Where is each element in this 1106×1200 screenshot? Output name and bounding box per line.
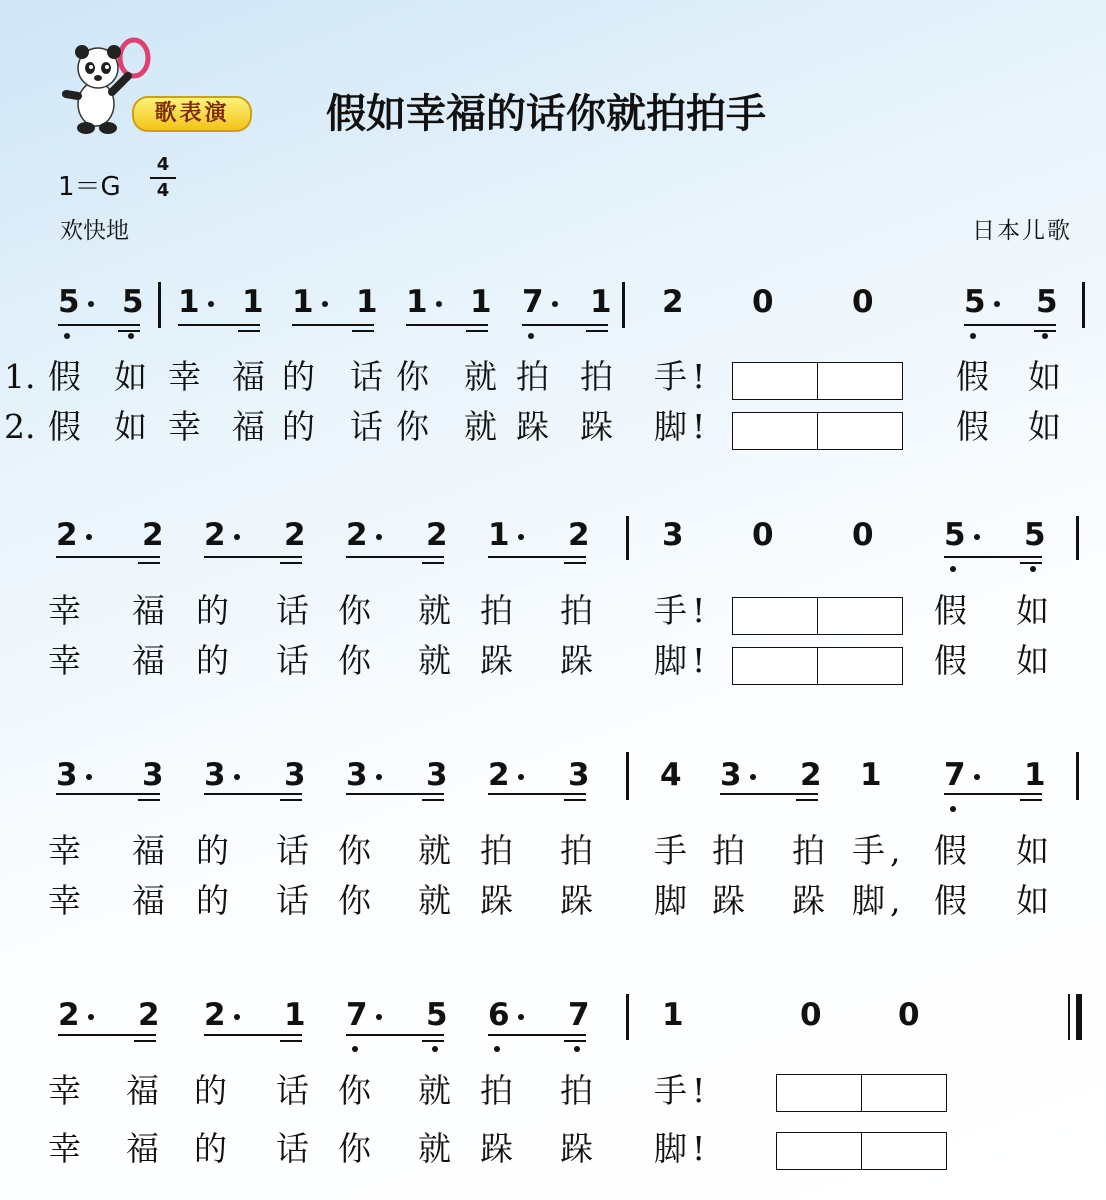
lyric-char: 脚 xyxy=(654,881,687,920)
lyric-char: 就 xyxy=(418,1129,451,1168)
note: 5 xyxy=(426,997,448,1033)
rest-clap-box xyxy=(817,647,903,685)
final-bar-line xyxy=(1068,994,1070,1040)
meter-bottom: 4 xyxy=(156,180,170,201)
lyric-char: 拍 xyxy=(712,831,745,870)
beam-line xyxy=(422,1040,444,1042)
lyric-char: 拍 xyxy=(480,1071,513,1110)
lyric-char: , xyxy=(890,831,901,870)
note: 2 xyxy=(346,517,368,553)
beam-line xyxy=(138,799,160,801)
note: 3 xyxy=(426,757,448,793)
lyric-char: 话 xyxy=(276,1129,309,1168)
low-octave-dot xyxy=(950,566,956,572)
note: 6 xyxy=(488,997,510,1033)
lyric-char: 福 xyxy=(126,1129,159,1168)
note: 1 xyxy=(242,284,264,320)
lyric-char: 你 xyxy=(338,591,371,630)
note: 0 xyxy=(800,997,822,1033)
beam-line xyxy=(58,1034,156,1036)
rest-clap-box xyxy=(776,1074,862,1112)
key-signature: 1＝G xyxy=(58,172,121,202)
lyric-char: 就 xyxy=(418,1071,451,1110)
note: 2 xyxy=(284,517,306,553)
lyric-char: 幸 xyxy=(48,1129,81,1168)
low-octave-dot xyxy=(432,1046,438,1052)
bar-line xyxy=(626,752,629,800)
bar-line xyxy=(622,282,625,328)
note: 2 xyxy=(56,517,78,553)
low-octave-dot xyxy=(970,333,976,339)
beam-line xyxy=(1020,799,1042,801)
low-octave-dot xyxy=(528,333,534,339)
rest-clap-box xyxy=(732,412,818,450)
beam-line xyxy=(522,324,608,326)
augmentation-dot xyxy=(994,301,1000,307)
note: 4 xyxy=(660,757,682,793)
lyric-char: 福 xyxy=(132,881,165,920)
time-signature xyxy=(150,154,176,202)
note: 1 xyxy=(178,284,200,320)
lyric-char: 你 xyxy=(338,1071,371,1110)
lyric-char: 跺 xyxy=(480,1129,513,1168)
note: 3 xyxy=(662,517,684,553)
beam-line xyxy=(488,556,586,558)
augmentation-dot xyxy=(518,534,524,540)
lyric-char: 就 xyxy=(418,831,451,870)
augmentation-dot xyxy=(234,1014,240,1020)
note: 5 xyxy=(964,284,986,320)
lyric-char: 如 xyxy=(1016,641,1049,680)
beam-line xyxy=(796,799,818,801)
rest-clap-box xyxy=(732,647,818,685)
augmentation-dot xyxy=(234,534,240,540)
lyric-char: 就 xyxy=(418,591,451,630)
beam-line xyxy=(964,324,1056,326)
note: 2 xyxy=(426,517,448,553)
beam-line xyxy=(564,799,586,801)
beam-line xyxy=(1020,562,1042,564)
note: 1 xyxy=(356,284,378,320)
note: 7 xyxy=(346,997,368,1033)
lyric-char: 你 xyxy=(338,881,371,920)
lyric-char: 就 xyxy=(418,641,451,680)
note: 3 xyxy=(142,757,164,793)
note: 1 xyxy=(488,517,510,553)
note: 1 xyxy=(284,997,306,1033)
beam-line xyxy=(204,1034,302,1036)
tempo-marking: 欢快地 xyxy=(60,218,129,244)
lyric-char: 你 xyxy=(338,641,371,680)
note: 1 xyxy=(292,284,314,320)
beam-line xyxy=(488,793,586,795)
note: 0 xyxy=(752,517,774,553)
note: 5 xyxy=(944,517,966,553)
note: 2 xyxy=(800,757,822,793)
note: 0 xyxy=(852,517,874,553)
lyric-char: 脚 xyxy=(654,407,687,446)
beam-line xyxy=(564,562,586,564)
lyric-char: 的 xyxy=(196,641,229,680)
lyric-char: 拍 xyxy=(560,1071,593,1110)
lyric-char: 假 xyxy=(48,407,81,446)
note: 3 xyxy=(56,757,78,793)
note: 3 xyxy=(346,757,368,793)
lyric-char: 手 xyxy=(654,591,687,630)
note: 1 xyxy=(662,997,684,1033)
low-octave-dot xyxy=(128,333,134,339)
note: 1 xyxy=(860,757,882,793)
note: 1 xyxy=(406,284,428,320)
beam-line xyxy=(586,330,608,332)
lyric-char: 话 xyxy=(350,407,383,446)
lyric-char: 跺 xyxy=(560,641,593,680)
lyric-char: 话 xyxy=(276,641,309,680)
beam-line xyxy=(1034,330,1056,332)
lyric-char: 的 xyxy=(194,1129,227,1168)
lyric-char: 脚 xyxy=(654,1129,687,1168)
low-octave-dot xyxy=(352,1046,358,1052)
augmentation-dot xyxy=(208,301,214,307)
beam-line xyxy=(178,324,260,326)
augmentation-dot xyxy=(974,534,980,540)
verse-number: 2. xyxy=(4,407,36,446)
beam-line xyxy=(406,324,488,326)
lyric-char: 手 xyxy=(654,357,687,396)
note: 5 xyxy=(122,284,144,320)
lyric-char: ! xyxy=(692,591,706,630)
bar-line xyxy=(1082,282,1085,328)
augmentation-dot xyxy=(88,1014,94,1020)
lyric-char: 跺 xyxy=(712,881,745,920)
note: 2 xyxy=(204,997,226,1033)
lyric-char: 的 xyxy=(282,407,315,446)
lyric-char: 假 xyxy=(934,881,967,920)
lyric-char: 拍 xyxy=(580,357,613,396)
note: 2 xyxy=(488,757,510,793)
lyric-char: 幸 xyxy=(48,641,81,680)
lyric-char: 就 xyxy=(464,357,497,396)
lyric-char: 跺 xyxy=(560,881,593,920)
beam-line xyxy=(352,330,374,332)
lyric-char: 如 xyxy=(1016,831,1049,870)
beam-line xyxy=(422,799,444,801)
lyric-char: 福 xyxy=(232,357,265,396)
beam-line xyxy=(346,556,444,558)
lyric-char: 拍 xyxy=(480,831,513,870)
lyric-char: 如 xyxy=(1016,881,1049,920)
lyric-char: 福 xyxy=(132,831,165,870)
lyric-char: 跺 xyxy=(560,1129,593,1168)
lyric-char: 拍 xyxy=(792,831,825,870)
lyric-char: 话 xyxy=(276,1071,309,1110)
augmentation-dot xyxy=(518,1014,524,1020)
beam-line xyxy=(346,793,444,795)
beam-line xyxy=(56,793,160,795)
beam-line xyxy=(56,556,160,558)
note: 2 xyxy=(138,997,160,1033)
lyric-char: 你 xyxy=(338,831,371,870)
beam-line xyxy=(466,330,488,332)
augmentation-dot xyxy=(436,301,442,307)
note: 7 xyxy=(522,284,544,320)
lyric-char: 假 xyxy=(934,641,967,680)
lyric-char: 拍 xyxy=(560,831,593,870)
lyric-char: 幸 xyxy=(48,881,81,920)
lyric-char: 的 xyxy=(196,881,229,920)
note: 7 xyxy=(568,997,590,1033)
low-octave-dot xyxy=(1042,333,1048,339)
low-octave-dot xyxy=(1030,566,1036,572)
lyric-char: ! xyxy=(692,407,706,446)
rest-clap-box xyxy=(776,1132,862,1170)
note: 5 xyxy=(1024,517,1046,553)
rest-clap-box xyxy=(732,597,818,635)
low-octave-dot xyxy=(950,806,956,812)
lyric-char: 手 xyxy=(654,831,687,870)
note: 2 xyxy=(568,517,590,553)
lyric-char: 假 xyxy=(934,591,967,630)
lyric-char: 福 xyxy=(132,591,165,630)
bar-line xyxy=(158,282,161,328)
song-title: 假如幸福的话你就拍拍手 xyxy=(326,91,766,137)
lyric-char: 跺 xyxy=(580,407,613,446)
lyric-char: 如 xyxy=(114,407,147,446)
lyric-char: 如 xyxy=(114,357,147,396)
lyric-char: 的 xyxy=(196,591,229,630)
lyric-char: 假 xyxy=(934,831,967,870)
note: 2 xyxy=(662,284,684,320)
augmentation-dot xyxy=(552,301,558,307)
lyric-char: 跺 xyxy=(516,407,549,446)
lyric-char: 手 xyxy=(654,1071,687,1110)
beam-line xyxy=(280,799,302,801)
beam-line xyxy=(720,793,818,795)
low-octave-dot xyxy=(494,1046,500,1052)
beam-line xyxy=(138,562,160,564)
augmentation-dot xyxy=(86,534,92,540)
song-performance-badge: 歌表演 xyxy=(132,96,252,132)
lyric-char: 话 xyxy=(276,881,309,920)
augmentation-dot xyxy=(322,301,328,307)
augmentation-dot xyxy=(88,301,94,307)
note: 0 xyxy=(852,284,874,320)
lyric-char: , xyxy=(890,881,901,920)
note: 2 xyxy=(142,517,164,553)
low-octave-dot xyxy=(64,333,70,339)
lyric-char: ! xyxy=(692,1071,706,1110)
note: 7 xyxy=(944,757,966,793)
note: 0 xyxy=(752,284,774,320)
lyric-char: 就 xyxy=(418,881,451,920)
lyric-char: 的 xyxy=(196,831,229,870)
lyric-char: 拍 xyxy=(516,357,549,396)
augmentation-dot xyxy=(518,774,524,780)
note: 5 xyxy=(1036,284,1058,320)
beam-line xyxy=(346,1034,444,1036)
beam-line xyxy=(292,324,374,326)
composer-credit: 日本儿歌 xyxy=(972,218,1072,244)
augmentation-dot xyxy=(376,534,382,540)
verse-number: 1. xyxy=(4,357,36,396)
beam-line xyxy=(944,793,1042,795)
augmentation-dot xyxy=(86,774,92,780)
rest-clap-box xyxy=(861,1132,947,1170)
rest-clap-box xyxy=(817,412,903,450)
beam-line xyxy=(944,556,1042,558)
lyric-char: 假 xyxy=(48,357,81,396)
lyric-char: 幸 xyxy=(48,1071,81,1110)
lyric-char: 拍 xyxy=(560,591,593,630)
lyric-char: 手 xyxy=(852,831,885,870)
lyric-char: 的 xyxy=(194,1071,227,1110)
lyric-char: ! xyxy=(692,641,706,680)
lyric-char: 你 xyxy=(338,1129,371,1168)
augmentation-dot xyxy=(376,1014,382,1020)
lyric-char: ! xyxy=(692,357,706,396)
lyric-char: 幸 xyxy=(168,357,201,396)
beam-line xyxy=(58,324,140,326)
lyric-char: 如 xyxy=(1028,357,1061,396)
lyric-char: 幸 xyxy=(168,407,201,446)
rest-clap-box xyxy=(817,362,903,400)
lyric-char: 跺 xyxy=(480,881,513,920)
rest-clap-box xyxy=(817,597,903,635)
rest-clap-box xyxy=(861,1074,947,1112)
lyric-char: 假 xyxy=(956,357,989,396)
augmentation-dot xyxy=(750,774,756,780)
lyric-char: 你 xyxy=(396,357,429,396)
lyric-char: 如 xyxy=(1016,591,1049,630)
beam-line xyxy=(134,1040,156,1042)
bar-line xyxy=(626,994,629,1040)
lyric-char: 拍 xyxy=(480,591,513,630)
beam-line xyxy=(118,330,140,332)
note: 3 xyxy=(284,757,306,793)
lyric-char: 的 xyxy=(282,357,315,396)
lyric-char: 话 xyxy=(276,831,309,870)
lyric-char: 你 xyxy=(396,407,429,446)
bar-line xyxy=(1076,516,1079,560)
augmentation-dot xyxy=(234,774,240,780)
lyric-char: 就 xyxy=(464,407,497,446)
bar-line xyxy=(1076,752,1079,800)
beam-line xyxy=(280,1040,302,1042)
note: 2 xyxy=(58,997,80,1033)
note: 1 xyxy=(470,284,492,320)
note: 3 xyxy=(568,757,590,793)
note: 1 xyxy=(1024,757,1046,793)
lyric-char: 脚 xyxy=(654,641,687,680)
lyric-char: 福 xyxy=(126,1071,159,1110)
meter-top: 4 xyxy=(156,154,170,175)
lyric-char: 话 xyxy=(350,357,383,396)
augmentation-dot xyxy=(376,774,382,780)
note: 1 xyxy=(590,284,612,320)
final-bar-line xyxy=(1076,994,1082,1040)
lyric-char: ! xyxy=(692,1129,706,1168)
note: 3 xyxy=(720,757,742,793)
lyric-char: 假 xyxy=(956,407,989,446)
low-octave-dot xyxy=(574,1046,580,1052)
beam-line xyxy=(238,330,260,332)
beam-line xyxy=(204,556,302,558)
lyric-char: 福 xyxy=(132,641,165,680)
note: 2 xyxy=(204,517,226,553)
lyric-char: 话 xyxy=(276,591,309,630)
lyric-char: 跺 xyxy=(792,881,825,920)
lyric-char: 幸 xyxy=(48,831,81,870)
beam-line xyxy=(280,562,302,564)
lyric-char: 福 xyxy=(232,407,265,446)
note: 3 xyxy=(204,757,226,793)
lyric-char: 幸 xyxy=(48,591,81,630)
note: 0 xyxy=(898,997,920,1033)
beam-line xyxy=(564,1040,586,1042)
beam-line xyxy=(422,562,444,564)
rest-clap-box xyxy=(732,362,818,400)
beam-line xyxy=(488,1034,586,1036)
bar-line xyxy=(626,516,629,560)
beam-line xyxy=(204,793,302,795)
augmentation-dot xyxy=(974,774,980,780)
lyric-char: 脚 xyxy=(852,881,885,920)
note: 5 xyxy=(58,284,80,320)
lyric-char: 跺 xyxy=(480,641,513,680)
lyric-char: 如 xyxy=(1028,407,1061,446)
